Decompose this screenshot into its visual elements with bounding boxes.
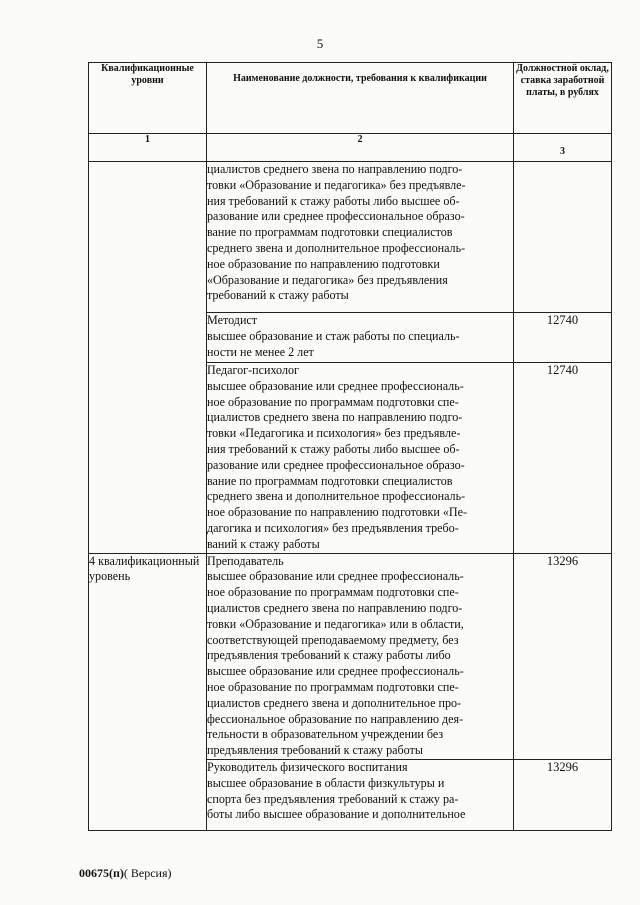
salary-cell: 13296 — [514, 553, 612, 759]
salary-cell: 12740 — [514, 363, 612, 554]
requirements-text: циалистов среднего звена по направлению подго- товки «Образование и педагогика» без предъявле- ния требований к стажу работы либо высшее об- разование или среднее профессиональное образо- вание по программам подготовки специалистов среднего звена и дополнительное профессиональ- ное образование по направлению подготовки «Образование и педагогика» без предъявления требований к стажу работы — [207, 162, 466, 303]
level-cell: 4 квалификационный уровень — [89, 553, 207, 830]
position-title: Методист — [207, 313, 258, 327]
position-cell — [207, 759, 514, 830]
position-cell — [207, 553, 514, 759]
column-number-3: 3 — [514, 134, 612, 162]
position-cell — [207, 313, 514, 363]
position-title: Педагог-психолог — [207, 363, 299, 377]
salary-cell: 12740 — [514, 313, 612, 363]
requirements-text: высшее образование и стаж работы по специаль- ности не менее 2 лет — [207, 328, 460, 359]
table-row — [89, 553, 612, 759]
column-number-1: 1 — [89, 134, 207, 162]
header-qualification-levels: Квалификационные уровни — [89, 63, 207, 134]
salary-cell: 13296 — [514, 759, 612, 830]
table-header-row — [89, 63, 612, 134]
page-number: 5 — [316, 36, 324, 51]
column-number-row — [89, 134, 612, 162]
level-cell — [89, 162, 207, 554]
document-version: ( Версия) — [123, 866, 172, 880]
position-cell — [207, 363, 514, 554]
requirements-text: высшее образование или среднее профессиональ- ное образование по программам подготовки спе- циалистов среднего звена по направлению подго- товки «Образование и педагогика» или в области, соответствующей преподаваемому предмету, без предъявления требований к стажу работы либо высшее образование или среднее профессиональ- ное образование по программам подготовки спе- циалистов среднего звена и дополнительное про- фессиональное образование по направлению дея- тельности в образовательном учреждении без предъявления требований к стажу работы — [207, 569, 464, 758]
document-footer — [79, 866, 172, 881]
position-cell — [207, 162, 514, 313]
header-salary: Должностной оклад, ставка заработной платы, в рублях — [514, 63, 612, 134]
table-row — [89, 162, 612, 313]
requirements-text: высшее образование в области физкультуры и спорта без предъявления требований к стажу ра- боты либо высшее образование и дополнительное — [207, 775, 466, 822]
requirements-text: высшее образование или среднее профессиональ- ное образование по программам подготовки спе- циалистов среднего звена по направлению подго- товки «Педагогика и психология» без предъявле- ния требований к стажу работы либо высшее об- разование или среднее профессиональное образо- вание по программам подготовки специалистов среднего звена и дополнительное профессиональ- ное образование по направлению подготовки «Пе- дагогика и психология» без предъявления требо- ваний к стажу работы — [207, 378, 468, 551]
salary-cell — [514, 162, 612, 313]
header-position-requirements: Наименование должности, требования к квалификации — [207, 63, 514, 134]
position-title: Преподаватель — [207, 553, 284, 568]
position-title: Руководитель физического воспитания — [207, 759, 408, 774]
document-code: 00675(п) — [79, 866, 124, 880]
qualification-table — [88, 62, 612, 831]
column-number-2: 2 — [207, 134, 514, 162]
